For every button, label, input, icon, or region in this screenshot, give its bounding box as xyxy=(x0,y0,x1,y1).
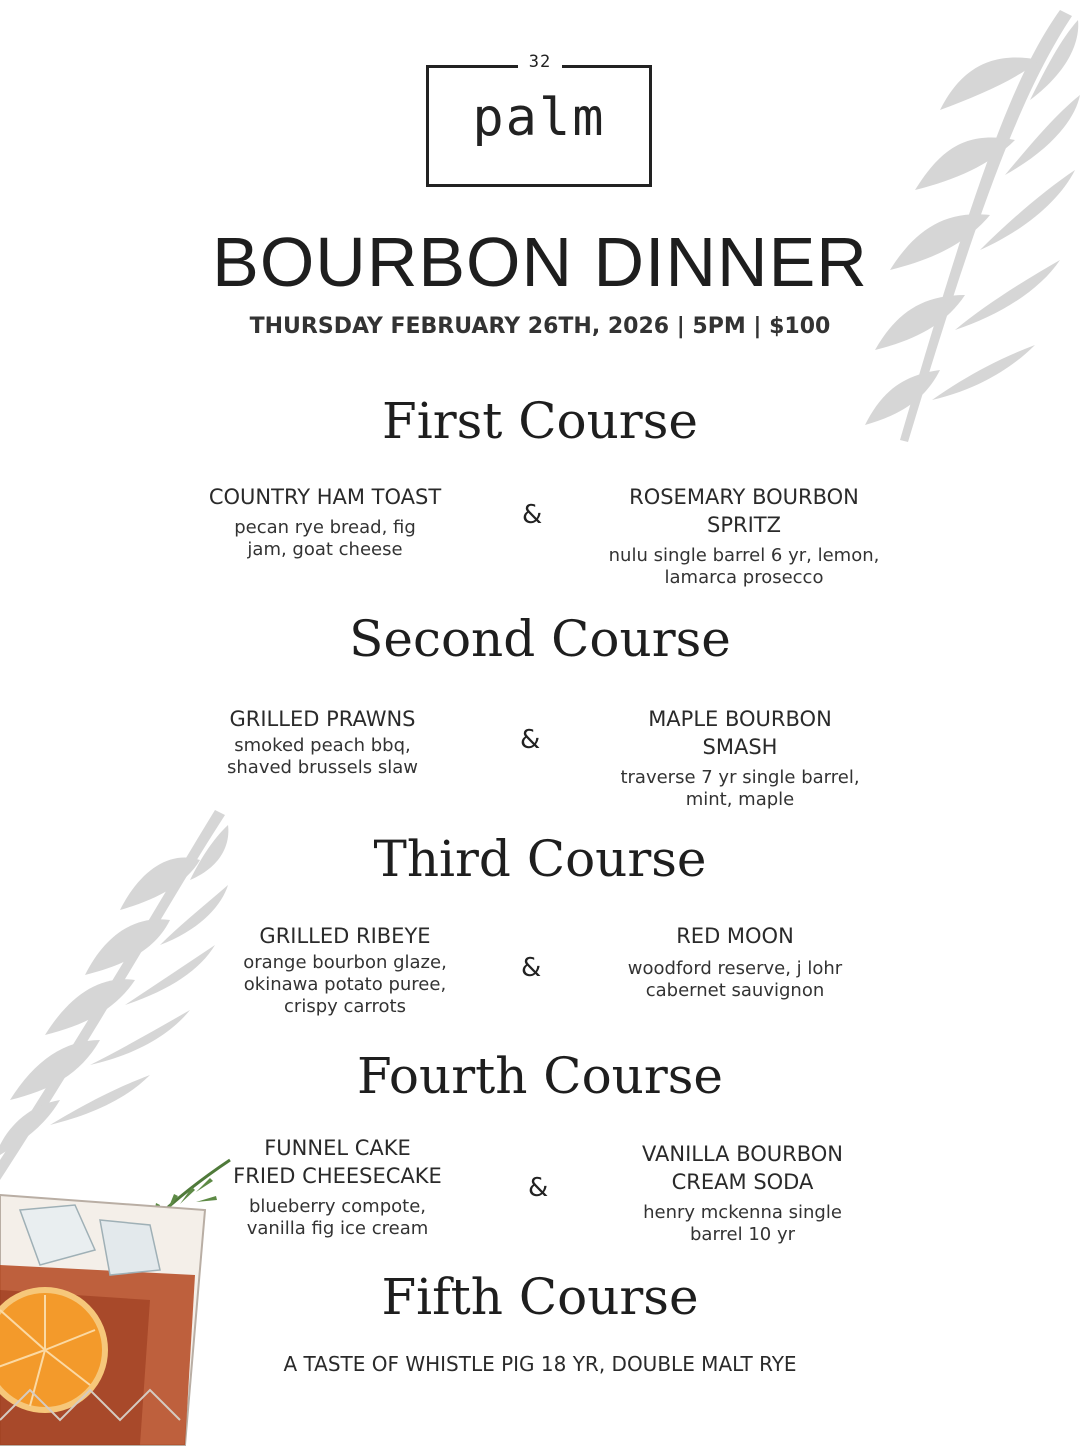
drink-name: MAPLE BOURBON SMASH xyxy=(648,707,832,759)
course-food-fourth xyxy=(195,1134,480,1240)
dish-description: blueberry compote, vanilla fig ice cream xyxy=(246,1196,429,1239)
pairing-ampersand: & xyxy=(522,500,543,530)
course-heading-third: Third Course xyxy=(373,830,707,888)
drink-name: ROSEMARY BOURBON SPRITZ xyxy=(629,485,859,537)
course-food-second xyxy=(180,705,465,779)
pairing-ampersand: & xyxy=(528,1173,549,1203)
course-note-fifth: A TASTE OF WHISTLE PIG 18 YR, DOUBLE MALT RYE xyxy=(283,1352,797,1376)
dish-description: orange bourbon glaze, okinawa potato puree, crispy carrots xyxy=(243,952,447,1017)
pairing-ampersand: & xyxy=(520,725,541,755)
drink-description: nulu single barrel 6 yr, lemon, lamarca prosecco xyxy=(608,545,880,588)
dish-description: smoked peach bbq, shaved brussels slaw xyxy=(227,735,418,778)
dish-description: pecan rye bread, fig jam, goat cheese xyxy=(234,517,416,560)
dish-name: GRILLED RIBEYE xyxy=(259,924,431,948)
drink-description: woodford reserve, j lohr cabernet sauvignon xyxy=(627,958,843,1001)
course-drink-fourth xyxy=(595,1140,890,1246)
course-food-first xyxy=(185,483,465,561)
course-food-third xyxy=(200,922,490,1018)
page-title: BOURBON DINNER xyxy=(212,223,868,301)
logo-number: 32 xyxy=(518,52,562,72)
course-heading-first: First Course xyxy=(382,392,698,450)
course-drink-second xyxy=(595,705,885,811)
pairing-ampersand: & xyxy=(521,953,542,983)
course-heading-second: Second Course xyxy=(349,610,731,668)
logo-wordmark: palm xyxy=(472,88,606,148)
drink-description: traverse 7 yr single barrel, mint, maple xyxy=(620,767,860,810)
course-heading-fourth: Fourth Course xyxy=(356,1047,724,1105)
drink-name: RED MOON xyxy=(676,924,794,948)
dish-name: FUNNEL CAKE FRIED CHEESECAKE xyxy=(233,1136,442,1188)
drink-description: henry mckenna single barrel 10 yr xyxy=(643,1202,842,1245)
event-details: THURSDAY FEBRUARY 26TH, 2026 | 5PM | $100 xyxy=(249,314,831,339)
course-heading-fifth: Fifth Course xyxy=(381,1268,699,1326)
course-drink-first xyxy=(594,483,894,589)
dish-name: COUNTRY HAM TOAST xyxy=(208,485,442,509)
dish-name: GRILLED PRAWNS xyxy=(229,707,416,731)
course-drink-third xyxy=(590,922,880,1002)
drink-name: VANILLA BOURBON CREAM SODA xyxy=(641,1142,844,1194)
